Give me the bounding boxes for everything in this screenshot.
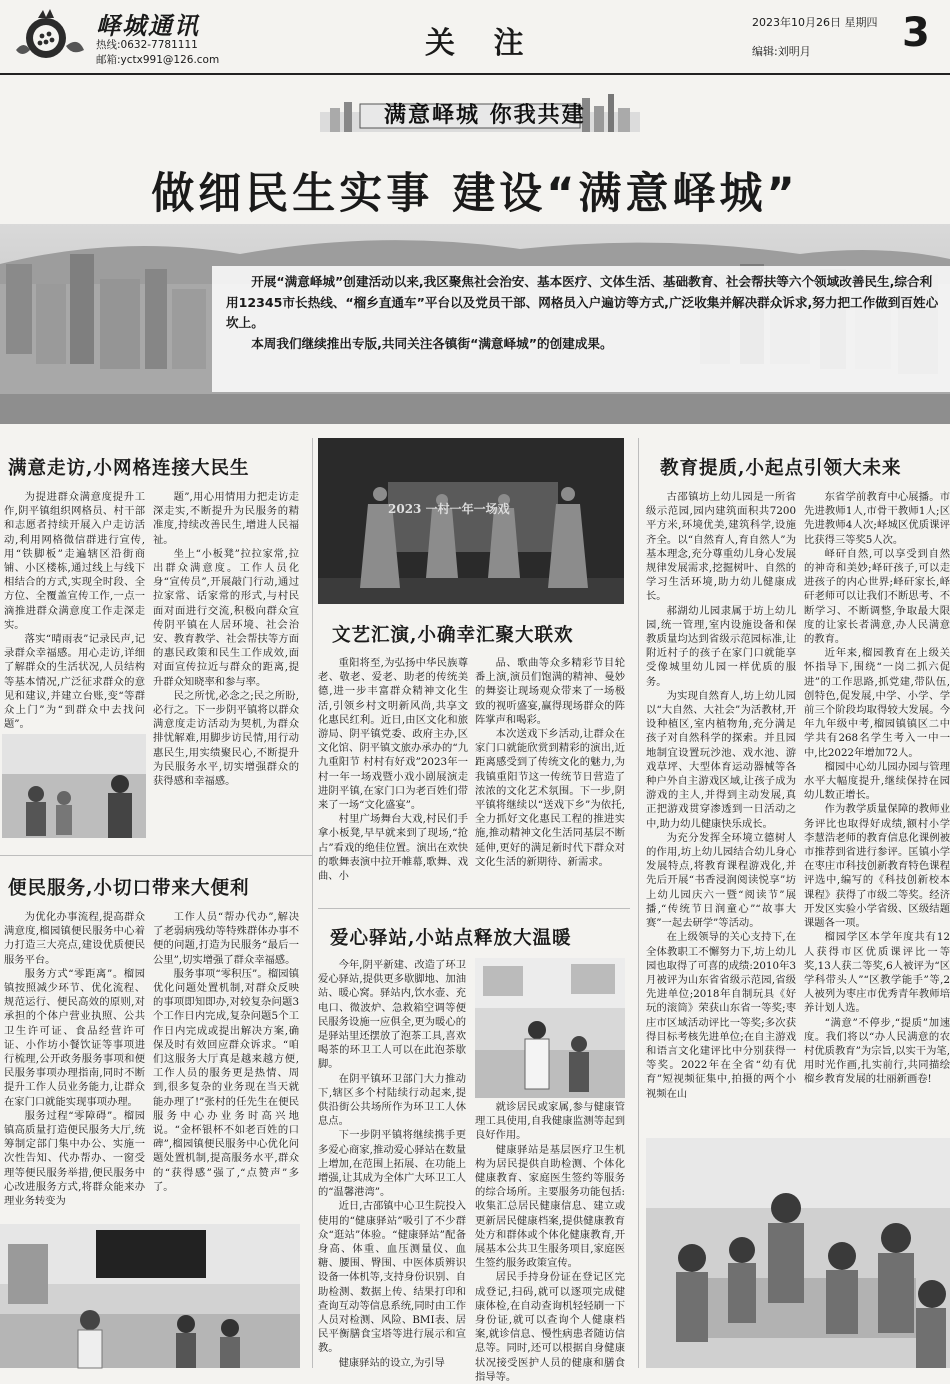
paragraph: 品、歌曲等众多精彩节目轮番上演,演员们饱满的精神、曼妙的舞姿让现场观众带来了一场极致的视听盛宴,赢得现场群众的阵阵掌声和喝彩。	[475, 657, 625, 726]
paragraph: 坐上“小板凳”拉拉家常,拉出群众满意度。工作人员化身“宣传员”,开展敲门行动,通过拉家常、话家常的形式,与村民面对面进行交流,积极向群众宣传阴平镇在人居环境、社会治安、教育教学、社会帮扶等方面的惠民政策和民生工作成效,面对面宣传拉近与群众的距离,提升群众知晓率和参与率。	[153, 547, 299, 688]
paragraph: 今年,阴平新建、改造了环卫爱心驿站,提供更多歇脚地、加油站、暖心窝。驿站内,饮水壶、充电口、微波炉、急救箱空调等便民服务设施一应俱全,更为暖心的是驿站里还摆放了泡茶工具,喜欢喝茶的环卫工人可以在此泡茶歇脚。	[318, 959, 466, 1071]
paragraph: 郝湖幼儿园隶属于坊上幼儿园,统一管理,室内设施设备和保教质量均达到省级示范园标准,让附近村子的孩子在家门口就能享受像城里幼儿园一样优质的服务。	[646, 604, 796, 688]
paragraph: 健康驿站的设立,为引导	[338, 1356, 445, 1369]
paragraph: 为优化办事流程,提高群众满意度,榴园镇便民服务中心着力打造三大亮点,建设优质便民服务平台。	[4, 911, 145, 966]
article-body-health-col2	[475, 1100, 625, 1383]
paragraph: 峄矸自然,可以享受到自然的神奇和美妙;峄矸孩子,可以走进孩子的内心世界;峄矸家长,峄矸老师可以让我们不断思考、不断学习、不断调整,争取最大限度的让家长者满意,办人民满意的教育。	[804, 547, 950, 646]
classroom-children-photo	[646, 1138, 950, 1368]
article-body-health-col1	[318, 958, 466, 1368]
section-divider	[318, 908, 630, 909]
paragraph: 近年来,榴园教育在上级关怀指导下,围绕“一岗二抓六促进”的工作思路,抓党建,带队伍,创特色,促发展,中学、小学、学前三个阶段均取得较大发展。今年九年级中考,榴园镇镇区二中学共有268名学生考入一中一中,比2022年增加72人。	[804, 647, 950, 759]
page-number: 3	[902, 10, 930, 56]
email: 邮箱:yctx991@126.com	[96, 54, 220, 66]
paragraph: 服务方式“零距离”。榴园镇按照减少环节、优化流程、规范运行、便民高效的原则,对承担的个体户营业执照、公共卫生许可证、食品经营许可证、小作坊小餐饮证等事项进行梳理,公开政务服务事项和便民服务事项办理指南,同时不断提升工作人员业务能力,让群众在家门口就能实现事项办理。	[4, 967, 145, 1108]
paragraph: 健康驿站是基层医疗卫生机构为居民提供自助检测、个体化健康教育、家庭医生签约等服务的综合场所。主要服务功能包括:收集汇总居民健康信息、建立或更新居民健康档案,提供健康教育处方和群体或个体化健康教育,开展基本公共卫生服务项目,家庭医生签约服务政策宣传。	[475, 1143, 625, 1270]
article-title-culture: 文艺汇演,小确幸汇聚大联欢	[332, 625, 574, 646]
pomegranate-logo-icon	[10, 6, 88, 62]
paragraph: 民之所忧,必念之;民之所盼,必行之。下一步阴平镇将以群众满意度走访活动为契机,为群众排忧解难,用脚步访民情,用行动惠民生,用实绩聚民心,不断提升为民服务水平,切实增强群众的获得感和幸福感。	[153, 689, 299, 788]
hotline: 热线:0632-7781111	[96, 39, 198, 51]
paragraph: 落实“晴雨表”记录民声,记录群众幸福感。用心走访,详细了解群众的生活状况,人员结构等基本情况,广泛征求群众的意见和建议,并建立台账,变“等群众上门”为“到群众中去找问题”。	[4, 633, 145, 731]
section-divider	[0, 855, 312, 856]
paragraph: 居民手持身份证在登记区完成登记,扫码,就可以逐项完成健康体检,在自动查询机轻轻刷一下身份证,就可以查询个人健康档案,就诊信息、慢性病患者随访信息等。同时,还可以根据自身健康状况接受医护人员的健康和膳食指导等。	[475, 1271, 625, 1383]
article-title-education: 教育提质,小起点引领大未来	[660, 458, 902, 479]
paragraph: 东省学前教育中心展播。市先进教师1人,市骨干教师1人;区先进教师4人次;峄城区优质课评比获得三等奖5人次。	[804, 491, 950, 546]
lead-text-1: 开展“满意峄城”创建活动以来,我区聚焦社会治安、基本医疗、文体生活、基础教育、社会帮扶等六个领域改善民生,综合利用12345市长热线、“榴乡直通车”平台以及党员干部、网格员入户遍访等方式,广泛收集并解决群众诉求,努力把工作做到百姓心坎上。	[226, 274, 939, 330]
door-to-door-visit-photo	[2, 734, 146, 838]
health-station-photo	[475, 958, 625, 1098]
paragraph: 重阳将至,为弘扬中华民族尊老、敬老、爱老、助老的传统美德,进一步丰富群众精神文化生活,引领乡村文明新风尚,共享文化惠民红利。近日,由区文化和旅游局、阴平镇党委、政府主办,区文化馆、阴平镇文旅办承办的“九九重阳节 村村有好戏”2023年一村一年一场戏暨小戏小剧展演走进阴平镇,在家门口为老百姓们带来了一场“文化盛宴”。	[318, 657, 468, 812]
lead-paragraph	[212, 266, 950, 392]
article-body-education-col1	[646, 490, 796, 1134]
paragraph: 在上级领导的关心支持下,在全体教职工不懈努力下,坊上幼儿园也取得了可喜的成绩:2010年3月被评为山东省省级示范园,省级先进单位;2018年自制玩具《好玩的滚筒》荣获山东省一等奖;枣庄市区域活动评比一等奖;多次获得目标考核先进单位;在自主游戏和语言文化建评比中分别获得一等奖。2022年在全省“幼有优育”短视频征集中,拍摄的两个小视频在山	[646, 931, 796, 1100]
stage-performance-photo	[318, 438, 624, 604]
article-body-culture-col2	[475, 656, 625, 898]
article-body-service-col1	[4, 910, 145, 1222]
paragraph: “满意”不停步,“提质”加速度。我们将以“办人民满意的农村优质教育”为宗旨,以实干为笔,用时光作画,扎实前行,共同描绘榴乡教育发展的壮丽新画卷!	[804, 1016, 950, 1086]
paper-name: 峄城通讯	[96, 11, 200, 40]
paragraph: 工作人员“帮办代办”,解决了老弱病残幼等特殊群体办事不便的问题,打造为民服务“最后一公里”,切实增强了群众幸福感。	[153, 911, 299, 966]
paragraph: 榴园学区本学年度共有12人获得市区优质课评比一等奖,13人获二等奖,6人被评为“区学科带头人”“区教学能手”等,2人被列为枣庄市优秀青年教师培养计划人选。	[804, 931, 950, 1015]
article-body-service-col2	[153, 910, 299, 1222]
paragraph: 题”,用心用情用力把走访走深走实,不断提升为民服务的精准度,持续改善民生,增进人民福祉。	[153, 491, 299, 546]
paragraph: 作为教学质量保障的教师业务评比也取得好成绩,额村小学李慧浩老师的教育信息化课例被市推荐到省进行参评。匡镇小学在枣庄市科技创新教育特色课程评选中,编写的《科技创新校本课程》获得了市级二等奖。经济开发区实验小学省级、区级结题课题各一项。	[804, 803, 950, 930]
paragraph: 就诊居民或家属,参与健康管理工具使用,自我健康监测等起到良好作用。	[475, 1101, 625, 1142]
masthead	[0, 0, 950, 82]
paragraph: 本次送戏下乡活动,让群众在家门口就能欣赏到精彩的演出,近距离感受到了传统文化的魅力,为我镇重阳节这一传统节日营造了浓浓的文化艺术氛围。下一步,阴平镇将继续以“送戏下乡”为依托,全力抓好文化惠民工程的推进实施,推动精神文化生活同基层不断延伸,更好的满足新时代下群众对文化生活的新期待、新需求。	[475, 728, 625, 868]
stage-banner-text: 2023 一村一年一场戏	[388, 502, 510, 516]
paragraph: 为实现自然育人,坊上幼儿园以“大自然、大社会”为活教材,开设种植区,室内植物角,充分满足孩子对自然科学的探索。并且园地制宜设置玩沙池、戏水池、游戏草坪、大型体育运动器械等各种户外自主游戏区域,让孩子成为游戏的主人,并得到主动发展,真正把游戏贯穿渗透到一日活动之中,助力幼儿健康快乐成长。	[646, 689, 796, 830]
section-name: 关 注	[425, 26, 538, 61]
paragraph: 近日,古邵镇中心卫生院投入使用的“健康驿站”吸引了不少群众“逛站”体验。“健康驿站”配备身高、体重、血压测量仪、血糖、腰围、臀围、中医体质辨识设备一体机等,支持身份识别、自助检测、数据上传、结果打印和查询互动等信息系统,同时由工作人员对检测、风险、BMI表、居民平衡膳食宝塔等进行展示和宣教。	[318, 1200, 466, 1355]
article-body-grid-col1	[4, 490, 145, 730]
paragraph: 榴园中心幼儿园办园与管理水平大幅度提升,继续保持在园幼儿数正增长。	[804, 760, 950, 802]
issue-date: 2023年10月26日 星期四	[752, 16, 878, 29]
paragraph: 在阴平镇环卫部门大力推动下,辖区多个村陆续行动起来,提供沿街公共场所作为环卫工人休息点。	[318, 1072, 466, 1128]
lead-text-2: 本周我们继续推出专版,共同关注各镇街“满意峄城”的创建成果。	[251, 335, 613, 351]
column-divider	[638, 438, 639, 1368]
paragraph: 为充分发挥全环境立德树人的作用,坊上幼儿园结合幼儿身心发展特点,将教育课程游戏化,并先后开展“书香浸润阅读悦享”坊上幼儿园庆六一暨“阅读节”展播,“传统节日润童心”“故事大赛”一起去研学”等活动。	[646, 831, 796, 930]
article-title-grid: 满意走访,小网格连接大民生	[8, 458, 250, 479]
paragraph: 服务过程“零障碍”。榴园镇高质量打造便民服务大厅,统筹制定部门集中办公、实施一次性告知、代办帮办、一窗受理等便民服务举措,便民服务中心改进服务方式,将群众能来办理业务转变为	[4, 1109, 145, 1208]
service-hall-photo	[0, 1224, 300, 1368]
article-body-culture-col1	[318, 656, 468, 898]
paragraph: 村里广场舞台大戏,村民们手拿小板凳,早早就来到了现场,“抢占”看戏的绝佳位置。演出在欢快的歌舞表演中拉开帷幕,歌舞、戏曲、小	[318, 813, 468, 883]
article-title-service: 便民服务,小切口带来大便利	[8, 878, 250, 899]
paragraph: 下一步阴平镇将继续携手更多爱心商家,推动爱心驿站在数量上增加,在范围上拓展、在功能上增强,让其成为全体广大环卫工人的“温馨港湾”。	[318, 1129, 466, 1199]
contact-info	[96, 38, 219, 68]
campaign-banner-text: 满意峄城 你我共建	[384, 103, 586, 128]
page-headline: 做细民生实事 建设“满意峄城”	[151, 169, 799, 219]
article-title-health: 爱心驿站,小站点释放大温暖	[330, 928, 572, 949]
editor: 编辑:刘明月	[752, 45, 811, 58]
header-rule	[0, 73, 950, 75]
article-body-education-col2	[804, 490, 950, 1134]
article-body-grid-col2	[153, 490, 299, 840]
column-divider	[312, 438, 313, 1368]
paragraph: 服务事项“零积压”。榴园镇优化问题处置机制,对群众反映的事项即知即办,对较复杂问题3个工作日内完成,复杂问题5个工作日内完成或提出解决方案,确保及时有效回应群众诉求。“咱们这服务大厅真是越来越方便,工作人员的服务更是热情、周到,很多复杂的业务现在当天就能办理了!”张村的任先生在便民服务中心办业务时高兴地说。“金杯银杯不如老百姓的口碑”,榴园镇便民服务中心优化问题处置机制,提高服务水平,群众的“获得感”强了,“点赞声”多了。	[153, 967, 299, 1193]
paragraph: 古邵镇坊上幼儿园是一所省级示范园,园内建筑面积共7200平方米,环境优美,建筑科学,设施齐全。以“自然育人,育自然人”为基本理念,充分尊重幼儿身心发展规律发展需求,挖掘树叶、自然的学习生活环境,助力幼儿健康成长。	[646, 491, 796, 603]
paragraph: 为提进群众满意度提升工作,阴平镇组织网格员、村干部和志愿者持续开展入户走访活动,利用网格微信群进行宣传,用“铁脚板”走遍辖区沿街商铺、小区楼栋,通过线上与线下相结合的方式,实现全时段、全方位、全覆盖宣传工作,一点一滴推进群众满意度工作走深走实。	[4, 491, 145, 631]
